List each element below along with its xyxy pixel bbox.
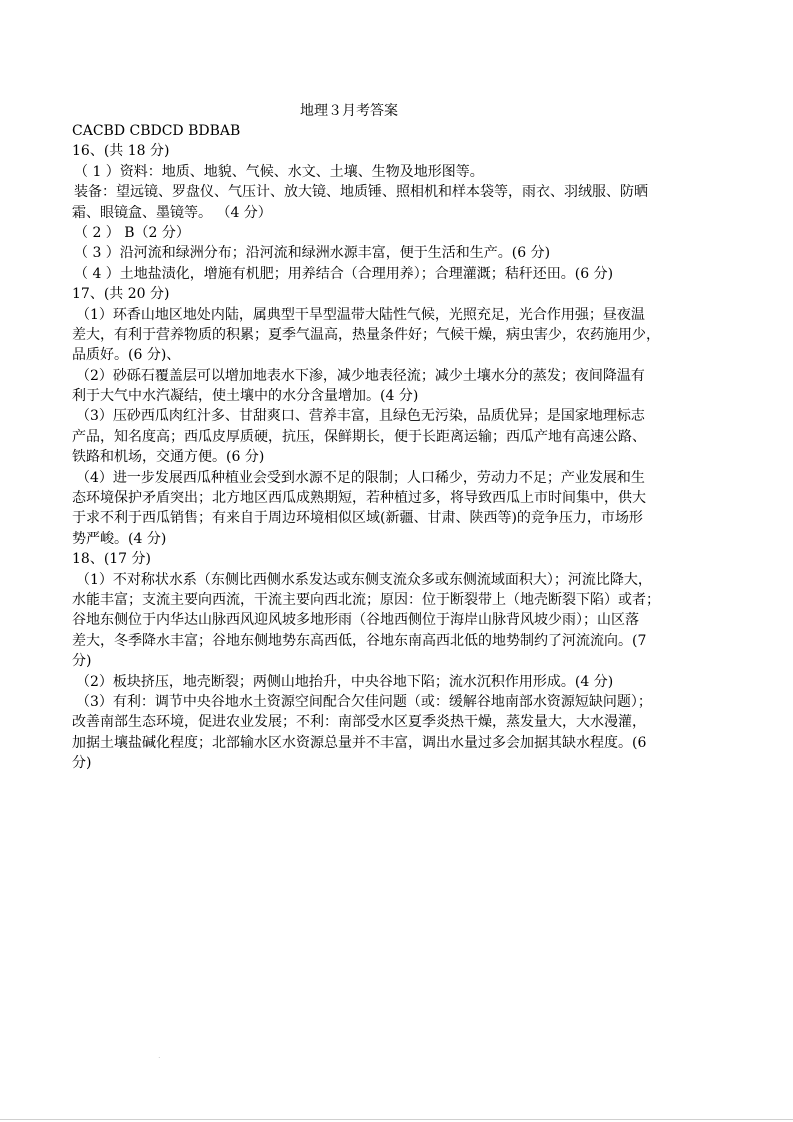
answer-line: 装备：望远镜、罗盘仪、气压计、放大镜、地质锤、照相机和样本袋等，雨衣、羽绒服、防晒 <box>74 184 648 201</box>
question-16-heading: 16、(共 18 分) <box>72 143 170 160</box>
answer-line: 加据土壤盐碱化程度；北部输水区水资源总量并不丰富，调出水量过多会加据其缺水程度。(6 <box>72 734 647 751</box>
document-title: 地理３月考答案 <box>300 103 398 119</box>
answer-line: （ 2 ） B（2 分） <box>74 224 190 241</box>
answer-line: （1）不对称状水系（东侧比西侧水系发达或东侧支流众多或东侧流域面积大）；河流比降大， <box>76 571 652 588</box>
answer-line: （4）进一步发展西瓜种植业会受到水源不足的限制；人口稀少，劳动力不足；产业发展和生 <box>76 469 645 486</box>
answer-line: （ 3 ）沿河流和绿洲分布；沿河流和绿洲水源丰富，便于生活和生产。(6 分) <box>74 245 551 262</box>
question-18-heading: 18、(17 分) <box>72 551 152 568</box>
answer-line: 差大，冬季降水丰富；谷地东侧地势东高西低，谷地东南高西北低的地势制约了河流流向。(7 <box>72 632 647 649</box>
answer-line: （1）环香山地区地处内陆，属典型干旱型温带大陆性气候，光照充足，光合作用强；昼夜温 <box>76 306 645 323</box>
answer-line: 谷地东侧位于内华达山脉西风迎风坡多地形雨（谷地西侧位于海岸山脉背风坡少雨）；山区落 <box>72 612 639 629</box>
answer-line: 利于大气中水汽凝结，使土壤中的水分含量增加。(4 分) <box>72 388 419 405</box>
answer-line: 改善南部生态环境，促进农业发展；不利：南部受水区夏季炎热干燥，蒸发量大，大水漫灌， <box>72 714 646 731</box>
answer-line: 势严峻。(4 分) <box>72 530 167 547</box>
answer-line: （3）压砂西瓜肉红汁多、甘甜爽口、营养丰富，且绿色无污染，品质优异；是国家地理标志 <box>76 408 645 425</box>
answer-line: 分) <box>72 755 92 772</box>
answer-line: 于求不利于西瓜销售；有来自于周边环境相似区域(新疆、甘肃、陕西等)的竞争压力，市场形 <box>72 510 643 527</box>
answer-line: （ 4 ）土地盐渍化，增施有机肥；用养结合（合理用养）；合理灌溉；秸秆还田。(6 分) <box>74 265 614 282</box>
answer-line: 霜、眼镜盒、墨镜等。 （4 分） <box>72 204 272 221</box>
answer-line: （2）砂砾石覆盖层可以增加地表水下渗，减少地表径流；减少土壤水分的蒸发；夜间降温有 <box>76 367 645 384</box>
answer-line: 差大，有利于营养物质的积累；夏季气温高，热量条件好；气候干燥，病虫害少，农药施用少， <box>72 326 660 343</box>
answer-line: 品质好。(6 分)、 <box>72 347 181 364</box>
answer-line: 水能丰富；支流主要向西流，干流主要向西北流；原因：位于断裂带上（地壳断裂下陷）或者； <box>72 591 660 608</box>
answer-line: （3）有利：调节中央谷地水土资源空间配合欠佳问题（或：缓解谷地南部水资源短缺问题）； <box>76 693 652 710</box>
answer-line: 态环境保护矛盾突出；北方地区西瓜成熟期短，若种植过多，将导致西瓜上市时间集中，供大 <box>72 490 646 507</box>
answer-content <box>72 121 732 774</box>
choice-answers: CACBD CBDCD BDBAB <box>72 123 241 139</box>
answer-line: 产品，知名度高；西瓜皮厚质硬，抗压，保鲜期长，便于长距离运输；西瓜产地有高速公路、 <box>72 428 646 445</box>
answer-line: 铁路和机场，交通方便。(6 分) <box>72 449 265 466</box>
page-bottom-edge <box>0 1119 793 1120</box>
answer-line: 分) <box>72 653 92 670</box>
answer-line: （2）板块挤压，地壳断裂；两侧山地抬升，中央谷地下陷；流水沉积作用形成。(4 分) <box>76 673 614 690</box>
scan-speck: . <box>158 1051 161 1060</box>
question-17-heading: 17、(共 20 分) <box>72 286 170 303</box>
answer-line: （ 1 ）资料：地质、地貌、气候、水文、土壤、生物及地形图等。 <box>74 163 484 180</box>
